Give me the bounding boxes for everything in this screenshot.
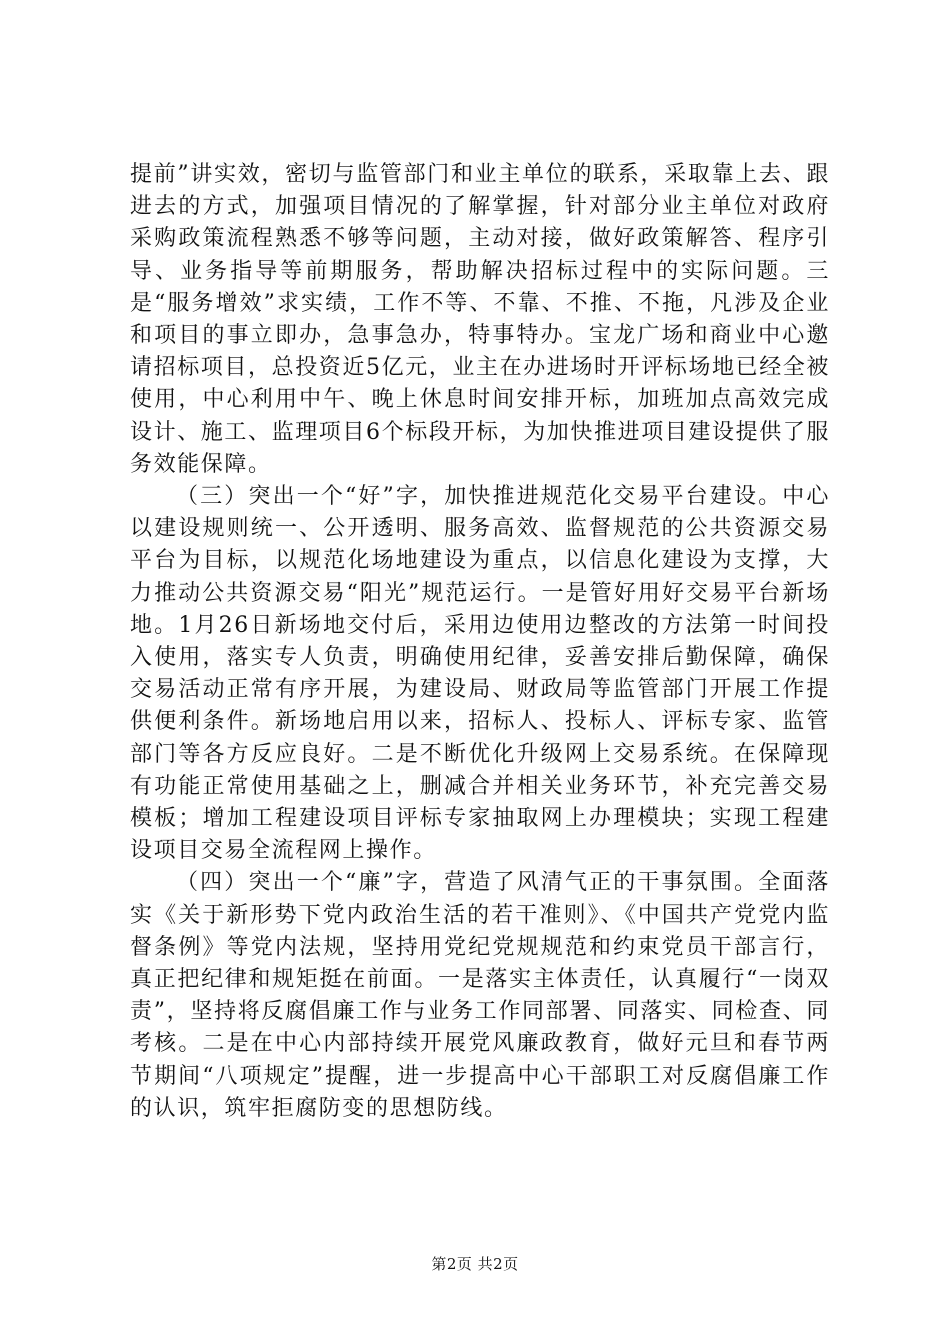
paragraph-3: （四）突出一个“廉”字，营造了风清气正的干事氛围。全面落实《关于新形势下党内政治生活的若干准则》、《中国共产党党内监督条例》等党内法规，坚持用党纪党规规范和约束党员干部言行，真正把纪律和规矩挺在前面。一是落实主体责任，认真履行“一岗双责”，坚持将反腐倡廉工作与业务工作同部署、同落实、同检查、同考核。二是在中心内部持续开展党风廉政教育，做好元旦和春节两节期间“八项规定”提醒，进一步提高中心干部职工对反腐倡廉工作的认识，筑牢拒腐防变的思想防线。 [130, 870, 830, 1121]
page-footer: 第2页 共2页 [431, 1255, 519, 1273]
paragraph-2: （三）突出一个“好”字，加快推进规范化交易平台建设。中心以建设规则统一、公开透明、服务高效、监督规范的公共资源交易平台为目标，以规范化场地建设为重点，以信息化建设为支撑，大力推动公共资源交易“阳光”规范运行。一是管好用好交易平台新场地。1月26日新场地交付后，采用边使用边整改的方法第一时间投入使用，落实专人负责，明确使用纪律，妥善安排后勤保障，确保交易活动正常有序开展，为建设局、财政局等监管部门开展工作提供便利条件。新场地启用以来，招标人、投标人、评标专家、监管部门等各方反应良好。二是不断优化升级网上交易系统。在保障现有功能正常使用基础之上，删减合并相关业务环节，补充完善交易模板；增加工程建设项目评标专家抽取网上办理模块；实现工程建设项目交易全流程网上操作。 [130, 484, 830, 864]
paragraph-1: 提前”讲实效，密切与监管部门和业主单位的联系，采取靠上去、跟进去的方式，加强项目情况的了解掌握，针对部分业主单位对政府采购政策流程熟悉不够等问题，主动对接，做好政策解答、程序引导、业务指导等前期服务，帮助解决招标过程中的实际问题。三是“服务增效”求实绩，工作不等、不靠、不推、不拖，凡涉及企业和项目的事立即办，急事急办，特事特办。宝龙广场和商业中心邀请招标项目，总投资近5亿元，业主在办进场时开评标场地已经全被使用，中心利用中午、晚上休息时间安排开标，加班加点高效完成设计、施工、监理项目6个标段开标，为加快推进项目建设提供了服务效能保障。 [130, 162, 830, 477]
document-body [130, 159, 830, 1125]
